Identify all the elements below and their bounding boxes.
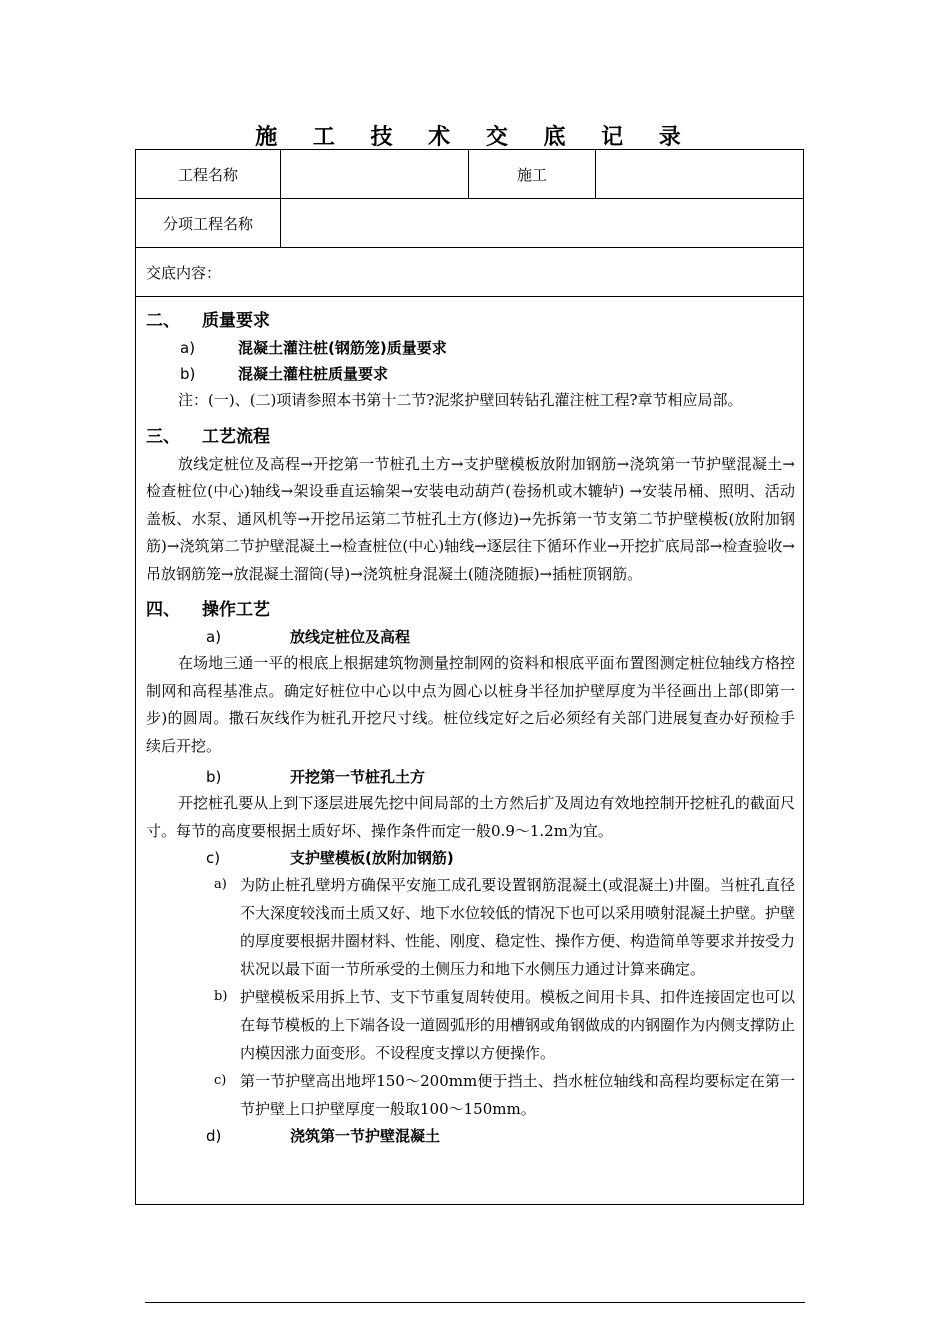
project-name-value [280,150,468,198]
section-2-heading [146,307,795,335]
project-row [136,150,803,199]
section-2-item-b: b) 混凝土灌柱桩质量要求 [180,365,389,383]
section-4-c-item-b: b) 护壁模板采用拆上节、支下节重复周转使用。模板之间用卡具、扣件连接固定也可以在每节模板的上下端各设一道圆弧形的用槽钢或角钢做成的内钢圈作为内侧支撑防止内模因涨力面变形。不设程度支撑以方便操作。 [214,988,796,1062]
footer-rule [145,1302,805,1303]
content-body [136,297,803,1149]
section-4-c-item-c: c) 第一节护壁高出地坪150～200mm便于挡土、挡水桩位轴线和高程均要标定在第一节护壁上口护壁厚度一般取100～150mm。 [214,1072,795,1118]
section-3-heading [146,423,795,451]
section-3-process-text: 放线定桩位及高程→开挖第一节桩孔土方→支护壁模板放附加钢筋→浇筑第一节护壁混凝土→检查桩位(中心)轴线→架设垂直运输架→安装电动葫芦(卷扬机或木辘轳) →安装吊桶、照明、活动盖板、水泵、通风机等→开挖吊运第二节桩孔土方(修边)→先拆第一节支第二节护壁模板(放附加钢筋)→浇筑第二节护壁混凝土→检查桩位(中心)轴线→逐层往下循环作业→开挖扩底局部→检查验收→吊放钢筋笼→放混凝土溜筒(导)→浇筑桩身混凝土(随浇随振)→插桩顶钢筋。 [146,454,795,583]
section-4-a-text: 在场地三通一平的根底上根据建筑物测量控制网的资料和根底平面布置图测定桩位轴线方格控制网和高程基准点。确定好桩位中心以中点为圆心以桩身半径加护壁厚度为半径画出上部(即第一步)的圆周。撒石灰线作为桩孔开挖尺寸线。桩位线定好之后必须经有关部门进展复查办好预检手续后开挖。 [146,654,795,755]
construction-label: 施工 [468,150,595,198]
section-4-d-heading: d) 浇筑第一节护壁混凝土 [206,1127,441,1145]
section-4-heading [146,596,795,624]
section-4-a-heading: a) 放线定桩位及高程 [206,628,411,646]
section-4-title: 操作工艺 [202,600,270,620]
section-4-num: 四、 [146,600,180,620]
section-4-b-text: 开挖桩孔要从上到下逐层进展先挖中间局部的土方然后扩及周边有效地控制开挖桩孔的截面尺寸。每节的高度要根据土质好坏、操作条件而定一般0.9～1.2m为宜。 [146,794,795,840]
section-2-item-a: a) 混凝土灌注桩(钢筋笼)质量要求 [180,339,447,357]
sub-project-value [280,199,803,247]
section-2-note: 注：(一)、(二)项请参照本书第十二节?泥浆护壁回转钻孔灌注桩工程?章节相应局部。 [178,391,743,409]
section-4-c-item-a: a) 为防止桩孔壁坍方确保平安施工成孔要设置钢筋混凝土(或混凝土)井圈。当桩孔直径不大深度较浅而土质又好、地下水位较低的情况下也可以采用喷射混凝土护壁。护壁的厚度要根据井圈材料、性能、刚度、稳定性、操作方便、构造简单等要求并按受力状况以最下面一节所承受的土侧压力和地下水侧压力通过计算来确定。 [214,876,796,978]
section-3-title: 工艺流程 [202,426,270,447]
section-4-c-heading: c) 支护壁模板(放附加钢筋) [206,849,454,867]
section-2-num: 二、 [146,311,180,331]
document-title: 施 工 技 术 交 底 记 录 [255,125,695,150]
section-2-title: 质量要求 [202,311,270,331]
content-label: 交底内容： [146,263,222,282]
content-label-row [136,248,803,297]
construction-value [595,150,803,198]
record-table [135,149,804,1205]
section-4-b-heading: b) 开挖第一节桩孔土方 [206,768,426,786]
sub-project-row [136,199,803,248]
section-3-num: 三、 [146,426,180,447]
project-name-label: 工程名称 [177,165,238,184]
sub-project-label: 分项工程名称 [162,214,253,233]
